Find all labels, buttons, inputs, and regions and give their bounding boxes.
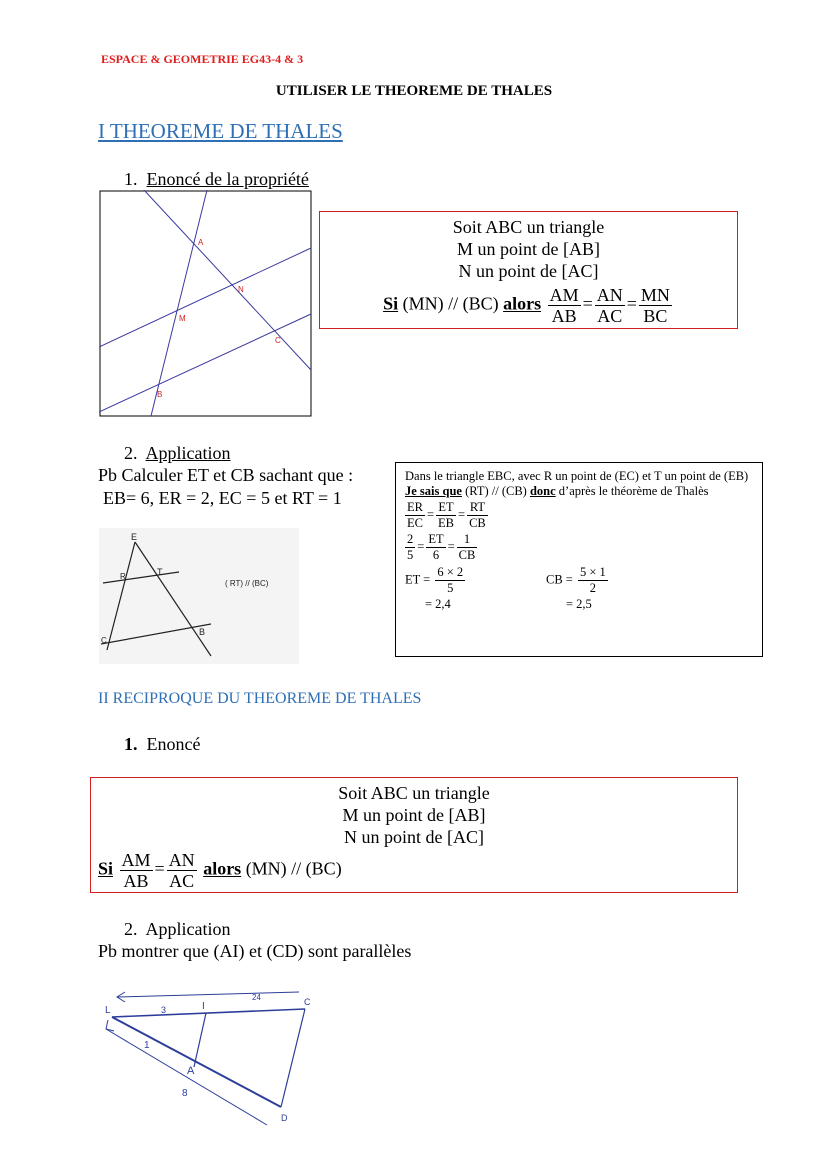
property-line-2: M un point de [AB]	[342, 805, 486, 825]
je-sais-que: Je sais que	[405, 484, 462, 498]
length-8-label: 8	[182, 1088, 188, 1099]
ratio-row-1: $\frac{ER}{EC}$ = $\frac{ET}{EB}$ = $\frac{RT}{CB}$	[407, 500, 486, 530]
alors-keyword: alors	[503, 293, 542, 314]
si-keyword: Si	[98, 858, 114, 879]
length-24-label: 24	[252, 993, 261, 1002]
point-c-label: C	[304, 997, 311, 1007]
property-line-2: M un point de [AB]	[457, 239, 600, 259]
fraction-am-ab: $\frac{AM}{AB}$	[549, 285, 579, 326]
point-a-label: A	[187, 1065, 195, 1077]
ratio-row-2: $\frac{2}{5}$ = $\frac{ET}{6}$ = $\frac{1}{CB}$	[407, 532, 476, 562]
point-a-label: A	[198, 238, 204, 247]
et-result: = 2,4	[425, 597, 451, 611]
result-row	[405, 597, 753, 613]
arrow-top-line	[117, 992, 299, 997]
document-header: ESPACE & GEOMETRIE EG43-4 & 3	[101, 52, 304, 66]
fraction-am-ab: $\frac{AM}{AB}$	[121, 850, 151, 891]
problem-statement-1: Pb Calculer ET et CB sachant que :	[98, 465, 354, 485]
length-3-label: 3	[161, 1005, 167, 1015]
section-1-item-2	[124, 443, 231, 464]
et-computation: ET = $\frac{6 \times 2}{5}$	[405, 565, 464, 595]
solution-box	[395, 462, 763, 657]
solution-intro: Dans le triangle EBC, avec R un point de (EC) et T un point de (EB)	[405, 469, 749, 483]
reasoning-theorem: d’après le théorème de Thalès	[558, 484, 709, 498]
fraction-mn-bc: $\frac{MN}{BC}$	[640, 285, 670, 326]
property-line-1: Soit ABC un triangle	[338, 783, 490, 803]
thales-figure	[99, 190, 313, 418]
ebc-sketch	[99, 528, 299, 664]
problem-data-1: EB= 6, ER = 2, EC = 5 et RT = 1	[103, 488, 342, 508]
parallel-condition: (MN) // (BC)	[402, 293, 499, 314]
arrow-left-head	[106, 1020, 114, 1031]
point-t-label: T	[157, 567, 163, 577]
segment-ai	[194, 1013, 206, 1067]
item-number: 2.	[124, 443, 138, 463]
document-title: UTILISER LE THEOREME DE THALES	[275, 83, 553, 99]
item-number: 1.	[124, 734, 138, 754]
point-b-label: B	[157, 390, 163, 399]
section-1-item-1	[124, 169, 309, 190]
cb-computation: CB = $\frac{5 \times 1}{2}$	[546, 565, 606, 595]
item-number: 1.	[124, 169, 138, 189]
si-keyword: Si	[383, 293, 399, 314]
property-line-3: N un point de [AC]	[458, 261, 599, 281]
figure-frame	[100, 191, 311, 416]
point-b-label: B	[199, 627, 206, 637]
donc-keyword: donc	[529, 484, 556, 498]
lcd-sketch	[99, 985, 329, 1130]
item-label: Application	[145, 919, 231, 939]
point-n-label: N	[238, 285, 244, 294]
section-2-title: II RECIPROQUE DU THEOREME DE THALES	[98, 690, 422, 707]
solution-reasoning	[405, 484, 753, 499]
side-ld	[112, 1017, 281, 1107]
fraction-an-ac: $\frac{AN}{AC}$	[596, 285, 623, 326]
reciprocal-property-box	[90, 777, 738, 893]
length-1-label: 1	[144, 1040, 150, 1051]
sketch-background	[99, 528, 299, 664]
point-d-label: D	[281, 1113, 288, 1123]
fraction-an-ac: $\frac{AN}{AC}$	[168, 850, 195, 891]
section-1-title: I THEOREME DE THALES	[98, 119, 343, 143]
point-r-label: R	[120, 572, 126, 581]
line-mn	[99, 248, 311, 347]
point-i-label: I	[202, 1001, 205, 1012]
property-line-1: Soit ABC un triangle	[452, 217, 605, 237]
point-e-label: E	[131, 532, 138, 542]
equals-sign: =	[154, 858, 165, 879]
parallel-note: ( RT) // (BC)	[225, 579, 269, 588]
point-m-label: M	[179, 314, 186, 323]
reasoning-parallel: (RT) // (CB)	[465, 484, 527, 498]
section-2-item-1	[124, 734, 200, 755]
arrow-left-line	[106, 1029, 267, 1125]
side-cd	[281, 1009, 305, 1107]
item-label: Enoncé de la propriété	[146, 169, 309, 189]
line-ab	[151, 190, 207, 416]
equals-sign: =	[626, 293, 637, 314]
item-label: Enoncé	[146, 734, 201, 754]
thales-property-box	[319, 211, 738, 329]
point-l-label: L	[105, 1005, 111, 1016]
alors-keyword: alors	[203, 858, 242, 879]
point-c-label: C	[275, 336, 281, 345]
item-label: Application	[145, 443, 231, 463]
point-c-label: C	[101, 636, 107, 645]
parallel-conclusion: (MN) // (BC)	[245, 858, 342, 879]
line-bc	[99, 314, 311, 412]
property-formula	[320, 285, 737, 326]
problem-statement-2: Pb montrer que (AI) et (CD) sont parallèles	[98, 941, 412, 961]
side-lc	[112, 1009, 305, 1017]
item-number: 2.	[124, 919, 138, 939]
equals-sign: =	[582, 293, 593, 314]
computation-row	[405, 565, 753, 597]
section-2-item-2	[124, 919, 231, 940]
property-line-3: N un point de [AC]	[344, 827, 484, 847]
reciprocal-formula	[98, 850, 737, 891]
cb-result: = 2,5	[566, 597, 592, 611]
